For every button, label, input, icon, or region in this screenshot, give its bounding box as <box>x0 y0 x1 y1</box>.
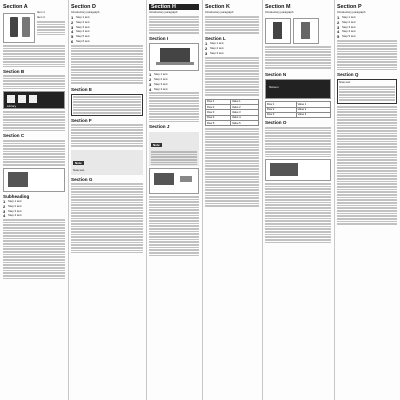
col4-section2: Section L <box>205 35 226 41</box>
step-number: 2 <box>71 19 74 25</box>
text-lines <box>339 86 395 102</box>
table-cell: Row 5 <box>206 121 231 126</box>
col6-steps <box>337 16 397 39</box>
step-text: Step 6 text. <box>76 38 91 43</box>
table-cell: Row 4 <box>206 115 231 120</box>
text-lines <box>205 57 259 97</box>
col6-intro: Introductory paragraph. <box>337 10 367 15</box>
col3-steps <box>149 73 199 91</box>
book-icon <box>7 95 15 103</box>
label-b: Item 2 <box>37 14 45 19</box>
step-item <box>337 35 397 39</box>
col5-intro: Introductory paragraph. <box>265 10 295 15</box>
info-box <box>71 94 143 116</box>
device-figure-row <box>3 11 65 45</box>
table-cell: Value 2 <box>230 105 258 110</box>
step-text: Step 1 text. <box>154 72 169 77</box>
step-number: 1 <box>205 41 208 47</box>
screen-figure <box>3 168 65 192</box>
screen-icon <box>8 172 28 187</box>
step-number: 4 <box>149 86 152 92</box>
step-text: Step 4 text. <box>76 29 91 34</box>
step-number: 6 <box>71 38 74 44</box>
text-lines <box>149 92 199 122</box>
step-text: Step 3 text. <box>342 24 357 29</box>
device-icon <box>22 17 30 37</box>
text-lines <box>205 128 259 208</box>
device-icon <box>10 17 18 37</box>
warning-label: Note <box>153 142 160 147</box>
text-lines <box>3 111 65 131</box>
library-text: Library <box>7 104 17 109</box>
table-cell: Row 3 <box>206 110 231 115</box>
text-lines <box>71 183 143 253</box>
step-text: Step 5 text. <box>76 34 91 39</box>
col2-section3: Section F <box>71 118 92 124</box>
laptop-figure <box>149 43 199 71</box>
book-icon <box>18 95 26 103</box>
table-cell: Row 1 <box>266 102 297 107</box>
col1-heading: Section A <box>3 4 28 10</box>
step-number: 5 <box>337 34 340 40</box>
step-text: Step 1 text. <box>342 14 357 19</box>
text-lines <box>73 96 141 114</box>
col5-section3: Section O <box>265 120 287 126</box>
col3-section3: Section J <box>149 124 170 130</box>
device-icon <box>273 22 282 39</box>
text-lines <box>3 75 65 89</box>
device-figure <box>293 18 319 44</box>
table-row <box>266 112 331 117</box>
step-item <box>205 52 259 56</box>
step-text: Step 2 text. <box>210 46 225 51</box>
spec-table <box>205 99 259 127</box>
connection-figure <box>149 168 199 194</box>
step-number: 3 <box>205 50 208 56</box>
table-cell: Value 1 <box>296 102 330 107</box>
column-2 <box>68 0 146 400</box>
laptop-icon <box>154 173 174 185</box>
text-lines <box>151 151 197 165</box>
step-item <box>71 40 143 44</box>
col4-steps <box>205 42 259 56</box>
step-text: Step 3 text. <box>210 50 225 55</box>
laptop-base-icon <box>156 62 194 65</box>
screen-figure <box>265 159 331 181</box>
device-figure <box>265 18 291 44</box>
table-cell: Row 2 <box>206 105 231 110</box>
step-text: Step 4 text. <box>342 29 357 34</box>
col2-section2: Section E <box>71 86 92 92</box>
step-number: 3 <box>337 24 340 30</box>
col2-section4: Section G <box>71 177 93 183</box>
step-text: Step 4 text. <box>8 213 23 218</box>
library-screen-figure <box>3 91 65 109</box>
col3-heading: Section H <box>149 4 199 10</box>
step-number: 5 <box>71 34 74 40</box>
note-label: Note <box>75 161 82 166</box>
column-1 <box>0 0 68 400</box>
col2-steps <box>71 16 143 44</box>
step-text: Step 2 text. <box>154 77 169 82</box>
text-lines <box>337 40 397 70</box>
device-figure-row <box>265 16 331 46</box>
step-number: 3 <box>3 208 6 214</box>
text-lines <box>3 140 65 166</box>
icon-table <box>265 101 331 118</box>
col6-section2: Section Q <box>337 71 359 77</box>
step-number: 4 <box>337 29 340 35</box>
step-item <box>3 214 65 218</box>
step-number: 4 <box>3 213 6 219</box>
step-number: 4 <box>71 29 74 35</box>
col2-intro: Introductory paragraph. <box>71 10 101 15</box>
column-3 <box>146 0 202 400</box>
step-text: Step 1 text. <box>8 199 23 204</box>
info-box <box>337 79 397 104</box>
step-number: 3 <box>149 81 152 87</box>
col6-heading: Section P <box>337 4 362 10</box>
table-cell: Value 3 <box>296 112 330 117</box>
note-text: Note text. <box>73 168 85 173</box>
text-lines <box>37 21 65 35</box>
screen-text: Screen <box>269 85 279 90</box>
step-text: Step 5 text. <box>342 34 357 39</box>
label-a: Item 1 <box>37 10 45 15</box>
text-lines <box>265 127 331 157</box>
screen-figure <box>265 79 331 99</box>
book-icon <box>29 95 37 103</box>
col5-heading: Section M <box>265 4 291 10</box>
text-lines <box>265 46 331 70</box>
step-number: 2 <box>149 77 152 83</box>
step-text: Step 1 text. <box>210 41 225 46</box>
device-icon <box>301 22 310 39</box>
column-6 <box>334 0 400 400</box>
table-cell: Row 2 <box>266 107 297 112</box>
step-text: Step 1 text. <box>76 14 91 19</box>
text-lines <box>71 45 143 85</box>
step-text: Step 3 text. <box>8 208 23 213</box>
col1-section3: Section C <box>3 133 25 139</box>
step-number: 1 <box>3 199 6 205</box>
column-4 <box>202 0 262 400</box>
text-lines <box>149 16 199 34</box>
table-cell: Value 3 <box>230 110 258 115</box>
table-cell: Value 1 <box>230 99 258 104</box>
warning-box <box>149 132 199 166</box>
text-lines <box>3 45 65 67</box>
step-text: Step 2 text. <box>76 19 91 24</box>
device-figure-a <box>3 13 35 43</box>
laptop-screen-icon <box>160 48 190 62</box>
col1-steps <box>3 200 65 218</box>
col4-heading: Section K <box>205 4 230 10</box>
step-text: Step 2 text. <box>342 19 357 24</box>
text-lines <box>265 183 331 243</box>
column-5 <box>262 0 334 400</box>
col5-section2: Section N <box>265 71 287 77</box>
step-number: 1 <box>71 14 74 20</box>
step-text: Step 4 text. <box>154 86 169 91</box>
step-number: 3 <box>71 24 74 30</box>
step-text: Step 3 text. <box>76 24 91 29</box>
step-number: 1 <box>149 72 152 78</box>
usb-cable-icon <box>180 176 192 182</box>
col4-intro: Introductory paragraph. <box>205 10 235 15</box>
note-box <box>71 150 143 175</box>
table-cell: Value 4 <box>230 115 258 120</box>
table-cell: Value 2 <box>296 107 330 112</box>
table-row <box>206 121 259 126</box>
col3-section2: Section I <box>149 35 169 41</box>
step-number: 2 <box>337 19 340 25</box>
step-number: 2 <box>205 46 208 52</box>
text-lines <box>71 124 143 148</box>
table-cell: Row 3 <box>266 112 297 117</box>
text-lines <box>205 16 259 34</box>
step-number: 1 <box>337 14 340 20</box>
screen-icon <box>270 163 298 176</box>
text-lines <box>3 219 65 279</box>
step-item <box>149 88 199 92</box>
text-lines <box>337 106 397 226</box>
table-cell: Value 5 <box>230 121 258 126</box>
col3-intro: Introductory paragraph. <box>149 10 179 15</box>
step-number: 2 <box>3 203 6 209</box>
col1-section2: Section B <box>3 69 25 75</box>
text-lines <box>149 196 199 256</box>
col2-heading: Section D <box>71 4 96 10</box>
step-text: Step 2 text. <box>8 203 23 208</box>
table-cell: Row 1 <box>206 99 231 104</box>
step-text: Step 3 text. <box>154 81 169 86</box>
note-text: Note text. <box>339 80 351 85</box>
col1-subheading: Subheading <box>3 193 30 199</box>
